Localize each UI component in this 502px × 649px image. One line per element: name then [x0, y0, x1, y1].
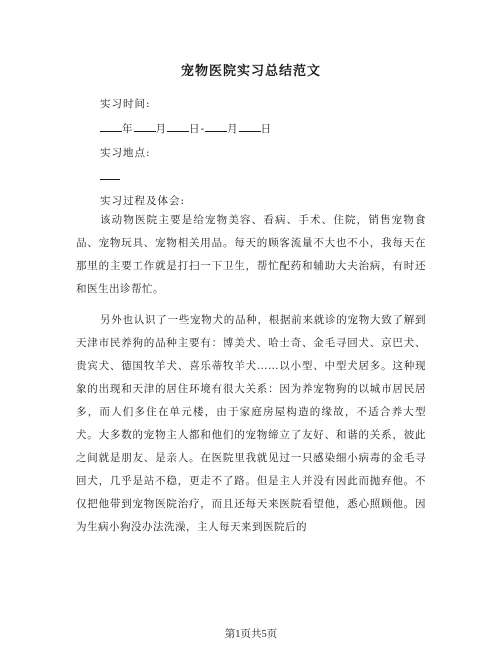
year-label: 年 [122, 123, 134, 135]
day-end-blank [239, 120, 261, 132]
day-to-label: 日- [189, 123, 206, 135]
paragraph-2: 另外也认识了一些宠物犬的品种，根据前来就诊的宠物大致了解到天津市民养狗的品种主要有：博美犬、哈士奇、金毛寻回犬、京巴犬、贵宾犬、德国牧羊犬、喜乐蒂牧羊犬……以小型、中型犬居多。这种现象的出现和天津的居住环境有很大关系：因为养宠物狗的以城市居民居多，而人们多住在单元楼，由于家庭房屋构造的缘故，不适合养大型犬。大多数的宠物主人都和他们的宠物缔立了友好、和谐的关系，彼此之间就是朋友、是亲人。在医院里我就见过一只感染细小病毒的金毛寻回犬，几乎是站不稳，更走不了路。但是主人并没有因此而抛弃他。不仅把他带到宠物医院治疗，而且还每天来医院看望他，悉心照顾他。因为生病小狗没办法洗澡，主人每天来到医院后的 [76, 314, 426, 533]
page-number: 第1页共5页 [224, 629, 278, 640]
place-blank-line [100, 168, 120, 183]
month-label: 月 [155, 123, 167, 135]
month2-label: 月 [227, 123, 239, 135]
month2-blank [205, 120, 227, 132]
document-title: 宠物医院实习总结范文 [180, 64, 321, 79]
period-label: 实习时间: [100, 98, 151, 110]
place-label: 实习地点: [100, 147, 151, 159]
process-label: 实习过程及体会: [100, 195, 186, 207]
date-line [100, 120, 272, 136]
month-blank [134, 120, 156, 132]
year-blank [100, 120, 122, 132]
day-end-label: 日 [260, 123, 273, 135]
paragraph-1: 该动物医院主要是给宠物美容、看病、手术、住院，销售宠物食品、宠物玩具、宠物相关用品。每天的顾客流量不大也不小，我每天在那里的主要工作就是打扫一下卫生，帮忙配药和辅助大夫治病，有时还和医生出诊帮忙。 [76, 214, 426, 295]
day-blank [167, 120, 189, 132]
place-blank [100, 168, 120, 180]
